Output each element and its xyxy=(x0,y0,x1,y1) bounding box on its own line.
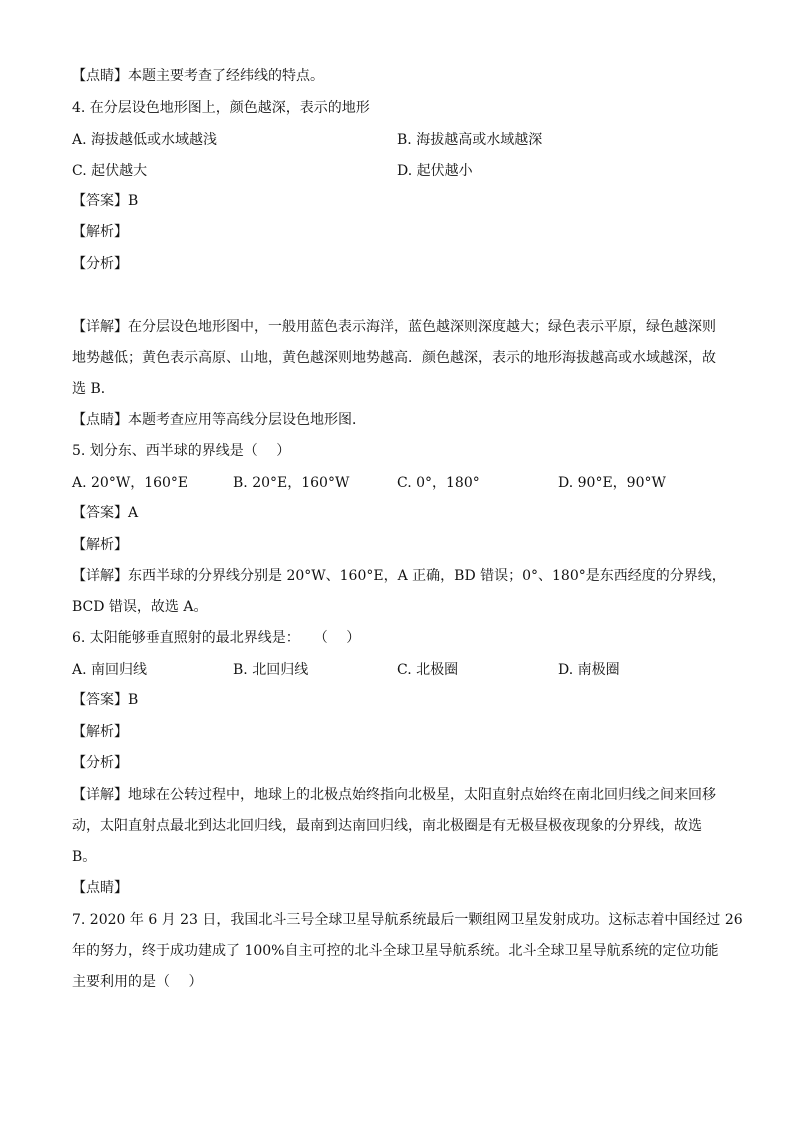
question-4-detail-line-3: 选 B． xyxy=(72,381,115,397)
question-5-option-a: A. 20°W，160°E xyxy=(72,475,189,491)
question-6-detail-line-2: 动，太阳直射点最北到达北回归线，最南到达南回归线，南北极圈是有无极昼极夜现象的分界线，故选 xyxy=(72,818,702,834)
question-6-answer: 【答案】B xyxy=(72,692,139,708)
question-5-detail-line-1: 【详解】东西半球的分界线分别是 20°W、160°E，A 正确，BD 错误；0°、180°是东西经度的分界线， xyxy=(72,568,726,584)
question-6-commentary: 【点睛】 xyxy=(72,880,128,896)
question-4-stem: 4. 在分层设色地形图上，颜色越深，表示的地形 xyxy=(72,100,370,116)
question-4-option-d: D. 起伏越小 xyxy=(397,163,473,179)
question-4-answer: 【答案】B xyxy=(72,193,139,209)
question-4-detail-line-2: 地势越低；黄色表示高原、山地，黄色越深则地势越高．颜色越深，表示的地形海拔越高或水域越深，故 xyxy=(72,350,716,366)
q3-commentary: 【点睛】本题主要考查了经纬线的特点。 xyxy=(72,68,324,84)
question-4-analysis-heading: 【解析】 xyxy=(72,224,128,240)
question-5-option-b: B. 20°E，160°W xyxy=(233,475,350,491)
question-5-analysis-heading: 【解析】 xyxy=(72,537,128,553)
question-7-stem-line-3: 主要利用的是（ ） xyxy=(72,974,203,990)
question-6-fenxi-heading: 【分析】 xyxy=(72,755,128,771)
question-6-detail-line-1: 【详解】地球在公转过程中，地球上的北极点始终指向北极星，太阳直射点始终在南北回归线之间来回移 xyxy=(72,787,716,803)
question-4-fenxi-heading: 【分析】 xyxy=(72,256,128,272)
question-6-detail-line-3: B。 xyxy=(72,849,97,865)
question-5-option-d: D. 90°E，90°W xyxy=(558,475,666,491)
question-4-option-b: B. 海拔越高或水域越深 xyxy=(397,132,543,148)
question-5-detail-line-2: BCD 错误，故选 A。 xyxy=(72,599,208,615)
question-4-detail-line-1: 【详解】在分层设色地形图中，一般用蓝色表示海洋，蓝色越深则深度越大；绿色表示平原，绿色越深则 xyxy=(72,319,716,335)
question-4-option-a: A. 海拔越低或水域越浅 xyxy=(72,132,218,148)
question-6-option-b: B. 北回归线 xyxy=(233,662,309,678)
question-6-option-c: C. 北极圈 xyxy=(397,662,459,678)
question-4-commentary: 【点睛】本题考查应用等高线分层设色地形图． xyxy=(72,412,366,428)
question-6-stem: 6. 太阳能够垂直照射的最北界线是： （ ） xyxy=(72,630,361,646)
question-5-stem: 5. 划分东、西半球的界线是（ ） xyxy=(72,443,291,459)
question-5-option-c: C. 0°，180° xyxy=(397,475,480,491)
question-6-analysis-heading: 【解析】 xyxy=(72,724,128,740)
question-7-stem-line-1: 7. 2020 年 6 月 23 日，我国北斗三号全球卫星导航系统最后一颗组网卫星发射成功。这标志着中国经过 26 xyxy=(72,912,743,928)
question-6-option-d: D. 南极圈 xyxy=(558,662,620,678)
question-4-option-c: C. 起伏越大 xyxy=(72,163,148,179)
question-6-option-a: A. 南回归线 xyxy=(72,662,148,678)
question-7-stem-line-2: 年的努力，终于成功建成了 100%自主可控的北斗全球卫星导航系统。北斗全球卫星导航系统的定位功能 xyxy=(72,943,719,959)
question-5-answer: 【答案】A xyxy=(72,505,139,521)
